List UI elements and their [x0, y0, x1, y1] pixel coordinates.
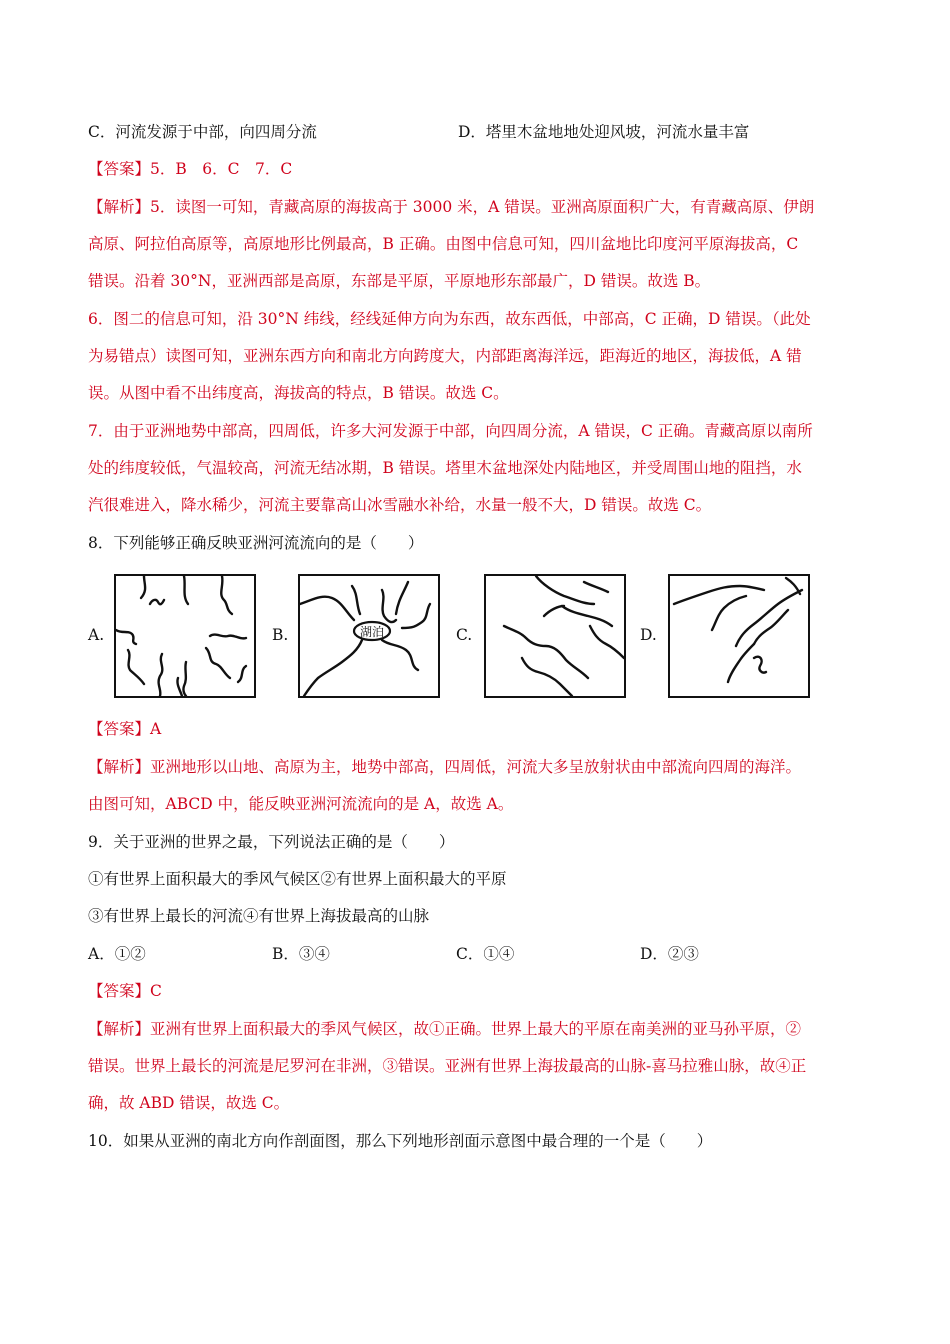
analysis-tag: 【解析】: [88, 758, 151, 776]
analysis-line: 错误。沿着 30°N，亚洲西部是高原，东部是平原，平原地形东部最广，D 错误。故选 B。: [88, 272, 711, 290]
lake-label: 湖泊: [359, 625, 385, 639]
answer-text: A: [150, 720, 162, 738]
answer-text: C: [150, 982, 162, 1000]
option-c: C．①④: [456, 945, 515, 963]
analysis-line: 处的纬度较低，气温较高，河流无结冰期，B 错误。塔里木盆地深处内陆地区，并受周围山地的阻挡，水: [88, 459, 802, 477]
answer-9: [88, 980, 162, 1002]
analysis-tag: 【解析】: [88, 198, 151, 216]
river-map-a: [114, 574, 256, 698]
option-d: D．②③: [640, 945, 699, 963]
analysis-line: 汽很难进入，降水稀少，河流主要靠高山冰雪融水补给，水量一般不大，D 错误。故选 C。: [88, 496, 712, 514]
analysis-line: [88, 756, 801, 778]
analysis-line: [88, 196, 814, 218]
river-map-b: [298, 574, 440, 698]
option-d-prev: D．塔里木盆地地处迎风坡，河流水量丰富: [458, 123, 750, 141]
river-map-d: [668, 574, 810, 698]
answer-5-7: [88, 158, 292, 180]
analysis-line: 错误。世界上最长的河流是尼罗河在非洲，③错误。亚洲有世界上海拔最高的山脉-喜马拉雅山脉，故④正: [88, 1057, 807, 1075]
analysis-tag: 【解析】: [88, 1020, 151, 1038]
option-b: B．③④: [272, 945, 330, 963]
analysis-line: 为易错点）读图可知，亚洲东西方向和南北方向跨度大，内部距离海洋远，距海近的地区，海拔低，A 错: [88, 347, 802, 365]
map-label-d: D.: [640, 626, 657, 644]
analysis-line: 误。从图中看不出纬度高，海拔高的特点，B 错误。故选 C。: [88, 384, 509, 402]
analysis-line: 高原、阿拉伯高原等，高原地形比例最高，B 正确。由图中信息可知，四川盆地比印度河平原海拔高，C: [88, 235, 799, 253]
question-9-item: ①有世界上面积最大的季风气候区②有世界上面积最大的平原: [88, 870, 507, 888]
analysis-text: 亚洲有世界上面积最大的季风气候区，故①正确。世界上最大的平原在南美洲的亚马孙平原，②: [150, 1020, 802, 1038]
analysis-text: 5．读图一可知，青藏高原的海拔高于 3000 米，A 错误。亚洲高原面积广大，有青藏高原、伊朗: [150, 198, 815, 216]
answer-8: [88, 718, 161, 740]
analysis-line: 7．由于亚洲地势中部高，四周低，许多大河发源于中部，向四周分流，A 错误，C 正确。青藏高原以南所: [88, 422, 813, 440]
question-9-stem: 9．关于亚洲的世界之最，下列说法正确的是（ ）: [88, 833, 455, 851]
river-map-c: [484, 574, 626, 698]
map-label-c: C.: [456, 626, 473, 644]
option-c-prev: C．河流发源于中部，向四周分流: [88, 123, 317, 141]
analysis-text: 亚洲地形以山地、高原为主，地势中部高，四周低，河流大多呈放射状由中部流向四周的海洋。: [150, 758, 802, 776]
analysis-line: 6．图二的信息可知，沿 30°N 纬线，经线延伸方向为东西，故东西低，中部高，C 正确，D 错误。（此处: [88, 310, 811, 328]
analysis-line: 由图可知，ABCD 中，能反映亚洲河流流向的是 A，故选 A。: [88, 795, 514, 813]
question-10-stem: 10．如果从亚洲的南北方向作剖面图，那么下列地形剖面示意图中最合理的一个是（ ）: [88, 1132, 713, 1150]
answer-text: 5．B 6．C 7．C: [150, 160, 293, 178]
answer-tag: 【答案】: [88, 160, 151, 178]
option-a: A．①②: [88, 945, 146, 963]
question-9-item: ③有世界上最长的河流④有世界上海拔最高的山脉: [88, 907, 430, 925]
answer-tag: 【答案】: [88, 982, 151, 1000]
analysis-line: 确，故 ABD 错误，故选 C。: [88, 1094, 290, 1112]
analysis-line: [88, 1018, 801, 1040]
question-8-stem: 8．下列能够正确反映亚洲河流流向的是（ ）: [88, 534, 424, 552]
answer-tag: 【答案】: [88, 720, 151, 738]
map-label-a: A.: [88, 626, 105, 644]
map-label-b: B.: [272, 626, 289, 644]
